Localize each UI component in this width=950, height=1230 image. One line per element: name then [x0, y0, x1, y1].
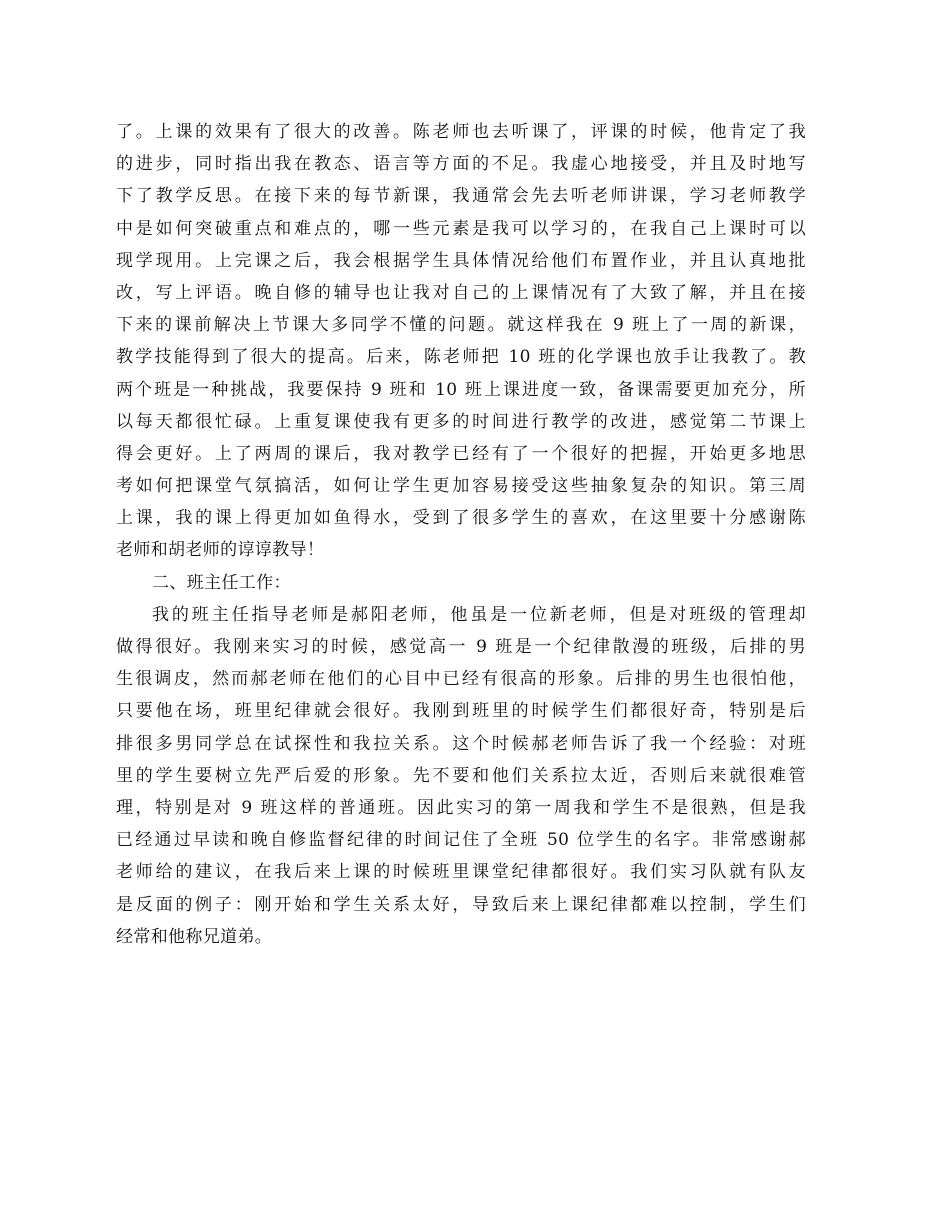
text-line: 现学现用。上完课之后，我会根据学生具体情况给他们布置作业，并且认真地批: [116, 250, 806, 271]
text-line: 下了教学反思。在接下来的每节新课，我通常会先去听老师讲课，学习老师教学: [116, 186, 806, 207]
text-line: 了。上课的效果有了很大的改善。陈老师也去听课了，评课的时候，他肯定了我: [116, 122, 806, 142]
text-line: 以每天都很忙碌。上重复课使我有更多的时间进行教学的改进，感觉第二节课上: [116, 411, 806, 432]
text-line: 考如何把课堂气氛搞活，如何让学生更加容易接受这些抽象复杂的知识。第三周: [116, 476, 806, 497]
text-line: 是反面的例子：刚开始和学生关系太好，导致后来上课纪律都难以控制，学生们: [116, 894, 806, 915]
text-line: 只要他在场，班里纪律就会很好。我刚到班里的时候学生们都很好奇，特别是后: [116, 701, 806, 722]
text-line: 得会更好。上了两周的课后，我对教学已经有了一个很好的把握，开始更多地思: [116, 443, 806, 464]
text-line: 老师给的建议，在我后来上课的时候班里课堂纪律都很好。我们实习队就有队友: [116, 862, 806, 883]
text-line: 上课，我的课上得更加如鱼得水，受到了很多学生的喜欢，在这里要十分感谢陈: [116, 508, 806, 529]
text-line: 教学技能得到了很大的提高。后来，陈老师把 10 班的化学课也放手让我教了。教: [116, 347, 806, 368]
text-line: 改，写上评语。晚自修的辅导也让我对自己的上课情况有了大致了解，并且在接: [116, 282, 806, 303]
text-line: 做得很好。我刚来实习的时候，感觉高一 9 班是一个纪律散漫的班级，后排的男: [116, 637, 806, 657]
text-line: 已经通过早读和晚自修监督纪律的时间记住了全班 50 位学生的名字。非常感谢郝: [116, 830, 806, 851]
text-line: 老师和胡老师的谆谆教导！: [116, 540, 325, 561]
text-line: 中是如何突破重点和难点的，哪一些元素是我可以学习的，在我自己上课时可以: [116, 218, 806, 239]
text-line: 理，特别是对 9 班这样的普通班。因此实习的第一周我和学生不是很熟，但是我: [116, 797, 806, 818]
text-line: 里的学生要树立先严后爱的形象。先不要和他们关系拉太近，否则后来就很难管: [116, 765, 806, 786]
text-line: 生很调皮，然而郝老师在他们的心目中已经有很高的形象。后排的男生也很怕他，: [116, 669, 806, 690]
section-heading: 二、班主任工作：: [152, 572, 291, 593]
text-line: 下来的课前解决上节课大多同学不懂的问题。就这样我在 9 班上了一周的新课，: [116, 315, 806, 336]
text-line: 两个班是一种挑战，我要保持 9 班和 10 班上课进度一致，备课需要更加充分，所: [116, 379, 806, 400]
text-line: 我的班主任指导老师是郝阳老师，他虽是一位新老师，但是对班级的管理却: [152, 604, 806, 625]
text-line: 的进步，同时指出我在教态、语言等方面的不足。我虚心地接受，并且及时地写: [116, 154, 806, 175]
document-page: [116, 116, 806, 953]
text-line: 经常和他称兄道弟。: [116, 926, 273, 947]
text-line: 排很多男同学总在试探性和我拉关系。这个时候郝老师告诉了我一个经验：对班: [116, 733, 806, 754]
